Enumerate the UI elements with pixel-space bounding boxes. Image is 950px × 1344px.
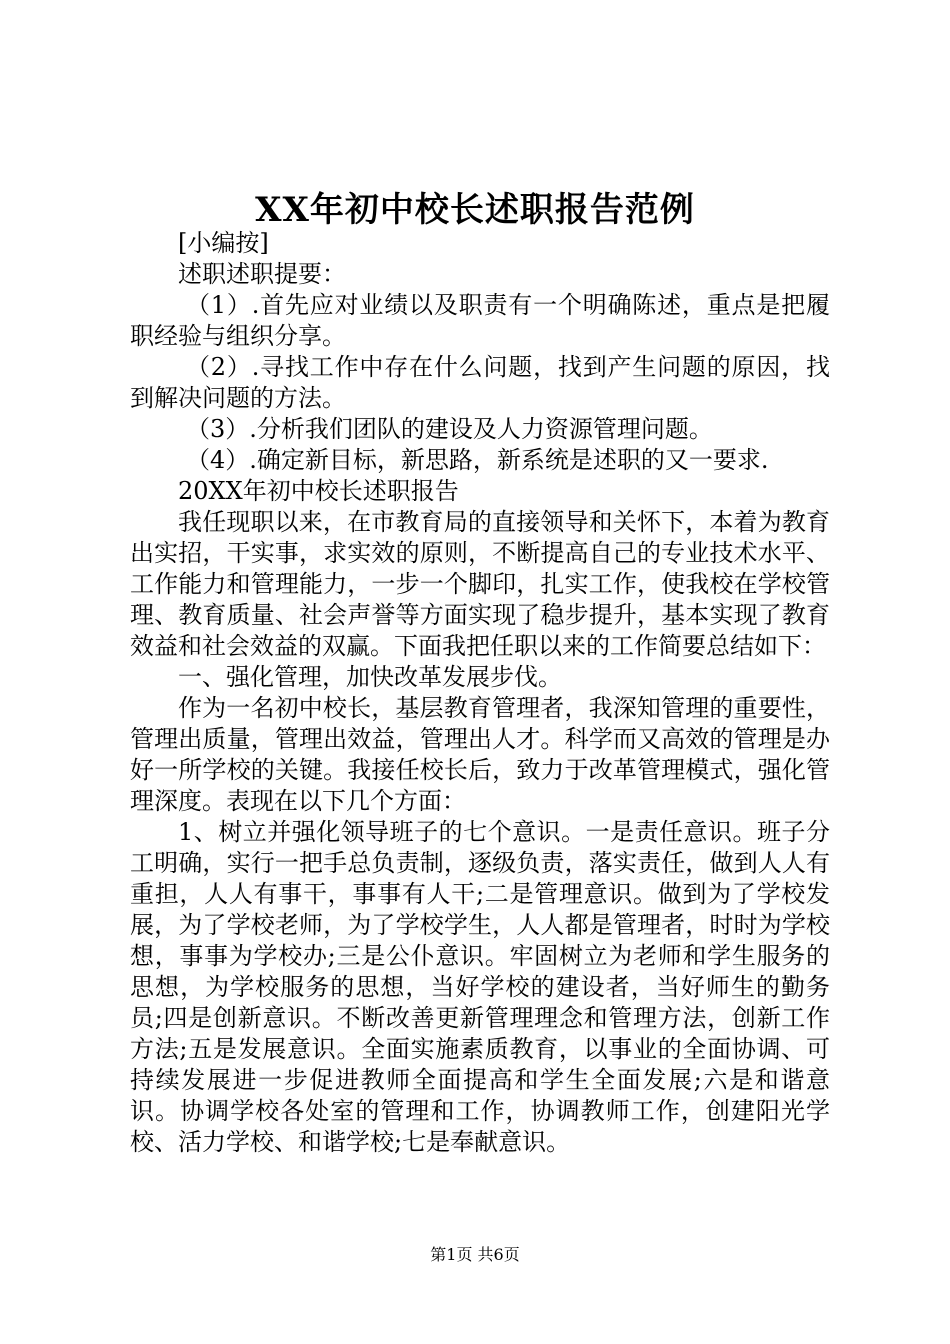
paragraph-summary-heading: 述职述职提要： xyxy=(178,260,346,288)
document-title: XX年初中校长述职报告范例 xyxy=(255,190,695,230)
paragraph-summary-item-4: （4）.确定新目标，新思路，新系统是述职的又一要求. xyxy=(186,446,769,474)
paragraph-intro: 我任现职以来，在市教育局的直接领导和关怀下，本着为教育出实招，干实事，求实效的原则，不断提高自己的专业技术水平、工作能力和管理能力，一步一个脚印，扎实工作，使我校在学校管理、教育质量、社会声誉等方面实现了稳步提升，基本实现了教育效益和社会效益的双赢。下面我把任职以来的工作简要总结如下： xyxy=(130,508,830,660)
paragraph-report-heading: 20XX年初中校长述职报告 xyxy=(178,477,459,505)
document-body xyxy=(130,228,830,1158)
page-footer: 第1页 共6页 xyxy=(430,1245,520,1264)
paragraph-summary-item-3: （3）.分析我们团队的建设及人力资源管理问题。 xyxy=(186,415,713,443)
paragraph-management: 作为一名初中校长，基层教育管理者，我深知管理的重要性，管理出质量，管理出效益，管理出人才。科学而又高效的管理是办好一所学校的关键。我接任校长后，致力于改革管理模式，强化管理深度。表现在以下几个方面： xyxy=(130,694,830,815)
paragraph-editor-note: [小编按] xyxy=(178,229,269,257)
paragraph-summary-item-2: （2）.寻找工作中存在什么问题，找到产生问题的原因，找到解决问题的方法。 xyxy=(130,353,830,412)
paragraph-summary-item-1: （1）.首先应对业绩以及职责有一个明确陈述，重点是把履职经验与组织分享。 xyxy=(130,291,830,350)
paragraph-section-heading-1: 一、强化管理，加快改革发展步伐。 xyxy=(178,663,562,691)
paragraph-seven-awareness: 1、树立并强化领导班子的七个意识。一是责任意识。班子分工明确，实行一把手总负责制，逐级负责，落实责任，做到人人有重担，人人有事干，事事有人干;二是管理意识。做到为了学校发展，为了学校老师，为了学校学生，人人都是管理者，时时为学校想，事事为学校办;三是公仆意识。牢固树立为老师和学生服务的思想，为学校服务的思想，当好学校的建设者，当好师生的勤务员;四是创新意识。不断改善更新管理理念和管理方法，创新工作方法;五是发展意识。全面实施素质教育，以事业的全面协调、可持续发展进一步促进教师全面提高和学生全面发展;六是和谐意识。协调学校各处室的管理和工作，协调教师工作，创建阳光学校、活力学校、和谐学校;七是奉献意识。 xyxy=(130,818,830,1156)
